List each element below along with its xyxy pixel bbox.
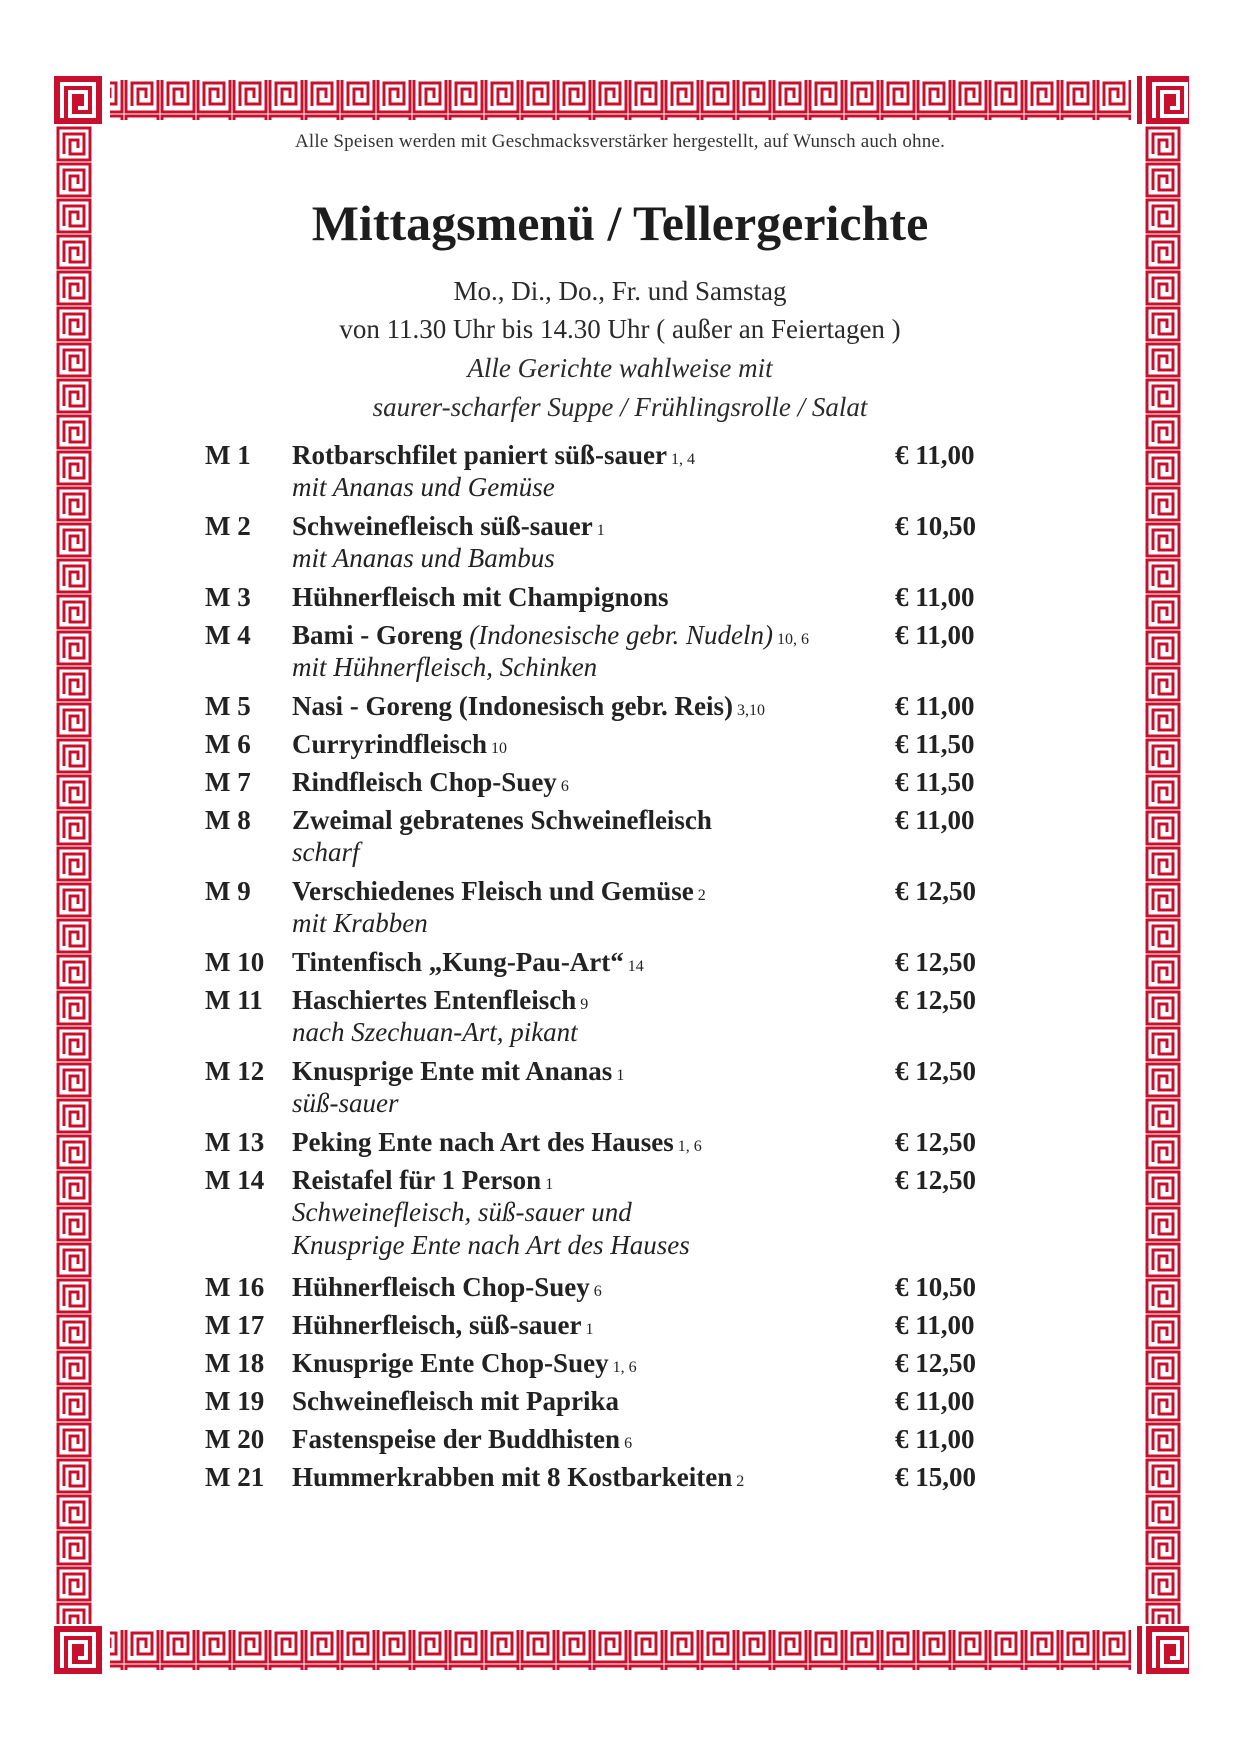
item-name: Hühnerfleisch Chop-Suey 6 xyxy=(292,1272,602,1302)
item-name: Schweinefleisch mit Paprika xyxy=(292,1386,619,1416)
item-description: mit Ananas und Bambus xyxy=(292,543,555,573)
item-price: € 12,50 xyxy=(895,1165,976,1195)
item-description: mit Krabben xyxy=(292,908,428,938)
item-price: € 12,50 xyxy=(895,985,976,1015)
item-price: € 12,50 xyxy=(895,1056,976,1086)
border-right xyxy=(1145,126,1181,1624)
item-name: Hummerkrabben mit 8 Kostbarkeiten 2 xyxy=(292,1462,745,1492)
item-price: € 11,00 xyxy=(895,1424,975,1454)
menu-item xyxy=(205,1272,1005,1311)
item-name: Knusprige Ente Chop-Suey 1, 6 xyxy=(292,1348,637,1378)
item-allergens: 1, 4 xyxy=(670,451,695,468)
border-bottom xyxy=(52,1624,1189,1676)
choice-line-2: saurer-scharfer Suppe / Frühlingsrolle / Salat xyxy=(372,392,868,422)
item-allergens: 10 xyxy=(491,740,507,757)
menu-item xyxy=(205,1348,1005,1387)
menu-item xyxy=(205,511,1005,573)
item-name-note: (Indonesische gebr. Nudeln) xyxy=(462,620,773,650)
page-title: Mittagsmenü / Tellergerichte xyxy=(311,195,929,251)
menu-item xyxy=(205,691,1005,730)
item-name: Haschiertes Entenfleisch 9 xyxy=(292,985,589,1015)
msg-notice: Alle Speisen werden mit Geschmacksverstärker hergestellt, auf Wunsch auch ohne. xyxy=(294,131,946,152)
menu-item xyxy=(205,620,1005,682)
item-price: € 11,50 xyxy=(895,729,975,759)
item-code: M 17 xyxy=(205,1310,265,1340)
item-allergens: 1, 6 xyxy=(612,1359,637,1376)
item-code: M 20 xyxy=(205,1424,265,1454)
choice-line-1: Alle Gerichte wahlweise mit xyxy=(467,353,773,383)
item-code: M 8 xyxy=(205,805,251,835)
item-description: mit Hühnerfleisch, Schinken xyxy=(292,652,598,682)
item-allergens: 6 xyxy=(593,1283,602,1300)
item-price: € 10,50 xyxy=(895,511,976,541)
item-name: Reistafel für 1 Person 1 xyxy=(292,1165,554,1195)
menu-item xyxy=(205,1165,1005,1260)
item-price: € 12,50 xyxy=(895,947,976,977)
item-name: Knusprige Ente mit Ananas 1 xyxy=(292,1056,625,1086)
item-name: Verschiedenes Fleisch und Gemüse 2 xyxy=(292,876,706,906)
item-code: M 14 xyxy=(205,1165,265,1195)
item-code: M 12 xyxy=(205,1056,265,1086)
item-price: € 11,00 xyxy=(895,1310,975,1340)
item-allergens: 2 xyxy=(697,887,706,904)
item-price: € 12,50 xyxy=(895,1127,976,1157)
item-code: M 21 xyxy=(205,1462,265,1492)
item-name: Rotbarschfilet paniert süß-sauer 1, 4 xyxy=(292,440,695,470)
menu-item xyxy=(205,729,1005,768)
item-allergens: 14 xyxy=(627,958,644,975)
menu-item xyxy=(205,1462,1005,1501)
item-code: M 18 xyxy=(205,1348,265,1378)
menu-item xyxy=(205,876,1005,938)
item-name: Hühnerfleisch, süß-sauer 1 xyxy=(292,1310,594,1340)
item-price: € 11,00 xyxy=(895,620,975,650)
menu-item xyxy=(205,1386,1005,1425)
item-price: € 11,00 xyxy=(895,691,975,721)
item-name: Peking Ente nach Art des Hauses 1, 6 xyxy=(292,1127,702,1157)
item-code: M 1 xyxy=(205,440,251,470)
item-description: mit Ananas und Gemüse xyxy=(292,472,555,502)
item-code: M 7 xyxy=(205,767,251,797)
item-code: M 19 xyxy=(205,1386,265,1416)
item-allergens: 6 xyxy=(560,778,569,795)
item-name: Curryrindfleisch 10 xyxy=(292,729,507,759)
item-description-2: Knusprige Ente nach Art des Hauses xyxy=(292,1230,690,1260)
item-price: € 11,50 xyxy=(895,767,975,797)
menu-item xyxy=(205,1424,1005,1463)
item-code: M 5 xyxy=(205,691,251,721)
item-name: Bami - Goreng (Indonesische gebr. Nudeln) 10, 6 xyxy=(292,620,809,650)
item-code: M 4 xyxy=(205,620,251,650)
item-price: € 11,00 xyxy=(895,1386,975,1416)
item-description: süß-sauer xyxy=(292,1088,399,1118)
menu-item xyxy=(205,582,1005,621)
menu-item xyxy=(205,767,1005,806)
menu-item xyxy=(205,440,1005,502)
item-price: € 10,50 xyxy=(895,1272,976,1302)
item-code: M 16 xyxy=(205,1272,265,1302)
item-code: M 10 xyxy=(205,947,265,977)
menu-item xyxy=(205,1127,1005,1166)
item-price: € 15,00 xyxy=(895,1462,976,1492)
item-code: M 6 xyxy=(205,729,251,759)
item-code: M 2 xyxy=(205,511,251,541)
item-price: € 11,00 xyxy=(895,582,975,612)
item-name: Fastenspeise der Buddhisten 6 xyxy=(292,1424,633,1454)
item-allergens: 2 xyxy=(736,1473,745,1490)
item-name: Nasi - Goreng (Indonesisch gebr. Reis) 3,10 xyxy=(292,691,766,721)
menu-item xyxy=(205,947,1005,986)
item-price: € 12,50 xyxy=(895,876,976,906)
item-name: Zweimal gebratenes Schweinefleisch xyxy=(292,805,712,835)
item-name: Schweinefleisch süß-sauer 1 xyxy=(292,511,605,541)
item-description: scharf xyxy=(292,837,360,867)
menu-item xyxy=(205,1056,1005,1118)
item-code: M 11 xyxy=(205,985,263,1015)
item-allergens: 1, 6 xyxy=(677,1138,702,1155)
menu-item xyxy=(205,985,1005,1047)
item-allergens: 1 xyxy=(545,1176,554,1193)
item-allergens: 9 xyxy=(580,996,589,1013)
item-description: nach Szechuan-Art, pikant xyxy=(292,1017,578,1047)
border-top xyxy=(52,74,1189,126)
item-allergens: 6 xyxy=(624,1435,633,1452)
menu-item xyxy=(205,805,1005,867)
item-code: M 13 xyxy=(205,1127,265,1157)
item-allergens: 1 xyxy=(596,522,605,539)
item-name: Hühnerfleisch mit Champignons xyxy=(292,582,669,612)
item-price: € 11,00 xyxy=(895,805,975,835)
item-allergens: 1 xyxy=(585,1321,594,1338)
menu-item xyxy=(205,1310,1005,1349)
item-allergens: 1 xyxy=(616,1067,625,1084)
item-allergens: 10, 6 xyxy=(776,631,809,648)
days-line: Mo., Di., Do., Fr. und Samstag xyxy=(453,276,787,306)
item-price: € 11,00 xyxy=(895,440,975,470)
item-name: Rindfleisch Chop-Suey 6 xyxy=(292,767,569,797)
item-description: Schweinefleisch, süß-sauer und xyxy=(292,1197,632,1227)
hours-line: von 11.30 Uhr bis 14.30 Uhr ( außer an Feiertagen ) xyxy=(339,314,901,344)
item-allergens: 3,10 xyxy=(737,702,766,719)
border-left xyxy=(56,126,92,1624)
item-price: € 12,50 xyxy=(895,1348,976,1378)
item-code: M 9 xyxy=(205,876,251,906)
item-code: M 3 xyxy=(205,582,251,612)
item-name: Tintenfisch „Kung-Pau-Art“ 14 xyxy=(292,947,644,977)
